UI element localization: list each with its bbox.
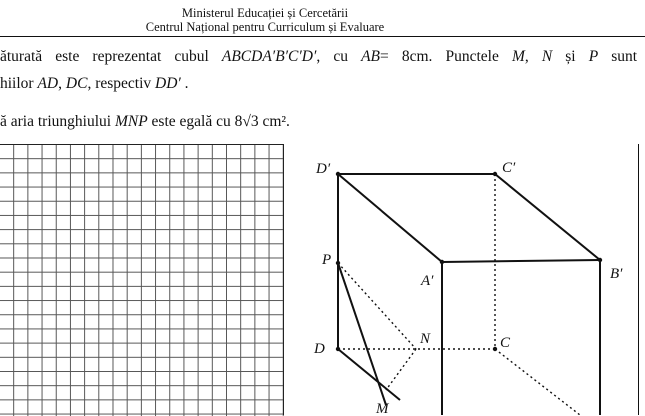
label-a-prime: A′: [421, 273, 434, 289]
segment-dd-prime: DD′: [155, 75, 181, 92]
problem-line-3: [0, 113, 290, 131]
label-p: P: [322, 252, 332, 268]
text-fragment: sunt: [611, 48, 638, 65]
text-fragment: .: [184, 75, 189, 92]
point-p-dot: [336, 261, 340, 265]
cube-figure: [290, 140, 645, 415]
segment-p-m: [338, 263, 386, 405]
edge-a-prime-b-prime: [442, 260, 600, 262]
edge-d-prime-a-prime: [338, 174, 442, 262]
edge-value: = 8cm: [380, 48, 429, 65]
answer-grid: [0, 144, 284, 416]
point-n: N: [541, 48, 553, 65]
point-p: P: [588, 48, 599, 65]
header-divider: [0, 36, 645, 37]
hidden-edge-c-b: [495, 349, 580, 415]
text-fragment: și: [565, 48, 576, 65]
vertex-d-dot: [336, 347, 340, 351]
text-fragment: ,: [524, 48, 529, 65]
label-n: N: [420, 331, 431, 347]
text-fragment: ,: [58, 75, 63, 92]
vertex-c-prime-dot: [493, 172, 497, 176]
text-fragment: hiilor: [0, 75, 34, 92]
ministry-title: Ministerul Educației și Cercetării: [181, 6, 349, 20]
edge-name: AB: [361, 48, 380, 65]
hidden-segment-p-n: [338, 263, 416, 349]
vertex-a-prime-dot: [440, 260, 444, 264]
text-fragment: . Punctele: [428, 48, 499, 65]
vertex-c-dot: [493, 347, 497, 351]
segment-ad: AD: [37, 75, 59, 92]
edge-c-prime-b-prime: [495, 174, 600, 260]
center-title: Centrul Național pentru Curriculum și Evaluare: [145, 20, 385, 34]
segment-dc: DC: [65, 75, 88, 92]
label-d: D: [314, 341, 325, 357]
text-fragment: ăturată este reprezentat cubul: [0, 48, 209, 65]
label-m: M: [376, 401, 389, 415]
vertex-d-prime-dot: [336, 172, 340, 176]
label-c: C: [500, 335, 511, 351]
hidden-segment-n-m: [386, 349, 416, 390]
label-b-prime: B′: [610, 266, 623, 282]
text-fragment: ă aria triunghiului: [0, 113, 112, 130]
text-fragment: , cu: [316, 48, 348, 65]
vertex-b-prime-dot: [598, 258, 602, 262]
triangle-mnp: MNP: [114, 113, 148, 130]
problem-line-2: [0, 75, 189, 93]
exam-header: [0, 6, 530, 34]
cube-name: ABCDA′B′C′D′: [221, 48, 317, 65]
area-statement: este egală cu 8√3 cm².: [151, 113, 290, 130]
label-d-prime: D′: [316, 161, 331, 177]
point-m: M: [511, 48, 525, 65]
label-c-prime: C′: [502, 160, 516, 176]
text-fragment: , respectiv: [87, 75, 152, 92]
problem-line-1: [0, 48, 637, 66]
answer-grid-border: [283, 144, 284, 415]
